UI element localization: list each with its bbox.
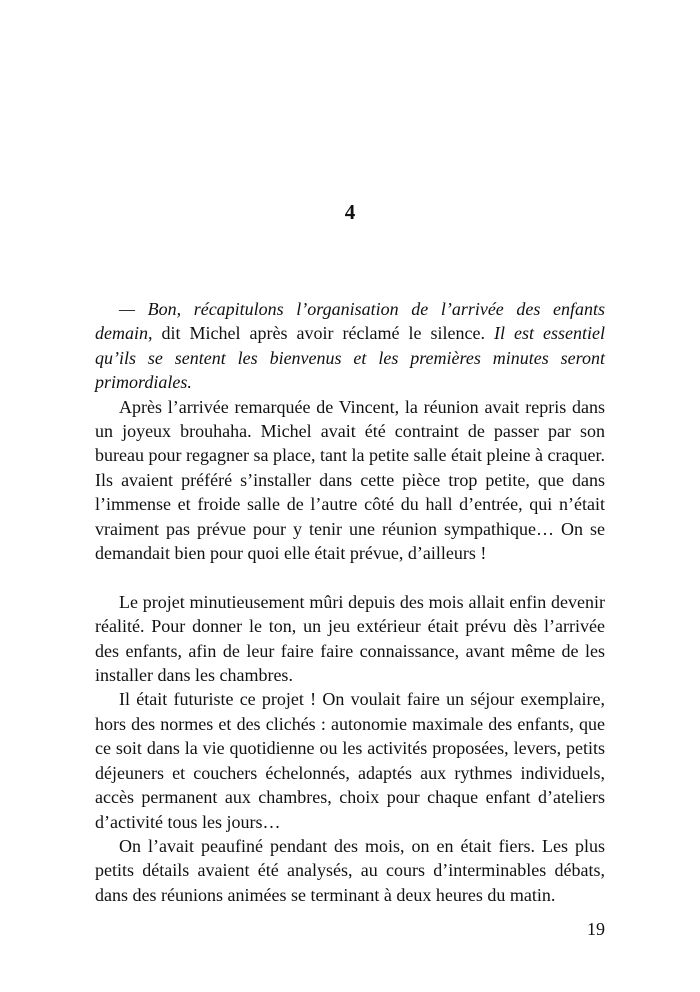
- dialogue-tag: dit Michel après avoir réclamé le silence.: [152, 323, 494, 344]
- dialogue-italic-end: Il est essentiel qu’ils se sentent les bienvenus et les premières minutes seront primordiales.: [95, 323, 605, 393]
- chapter-number: 4: [344, 200, 356, 224]
- paragraph-futuristic: Il était futuriste ce projet ! On voulait faire un séjour exemplaire, hors des normes et des clichés : autonomie maximale des enfants, que ce soit dans la vie quotidienne ou les activités proposées, levers, petits déjeuners et couchers échelonnés, adaptés aux rythmes individuels, accès permanent aux chambres, choix pour chaque enfant d’ateliers d’activité tous les jours…: [95, 689, 605, 832]
- paragraph-refined: On l’avait peaufiné pendant des mois, on en était fiers. Les plus petits détails avaient été analysés, au cours d’interminables débats, dans des réunions animées se terminant à deux heures du matin.: [95, 835, 605, 905]
- dialogue-italic-start: — Bon, récapitulons l’organisation de l’arrivée des enfants demain,: [95, 299, 605, 344]
- chapter-text: [95, 297, 605, 907]
- paragraph-dialogue: [95, 297, 605, 395]
- paragraph-arrival: Après l’arrivée remarquée de Vincent, la réunion avait repris dans un joyeux brouhaha. Michel avait été contraint de passer par son bureau pour regagner sa place, tant la petite salle était pleine à craquer. Ils avaient préféré s’installer dans cette pièce trop petite, que dans l’immense et froide salle de l’autre côté du hall d’entrée, qui n’était vraiment pas prévue pour y tenir une réunion sympathique… On se demandait bien pour quoi elle était prévue, d’ailleurs !: [95, 396, 605, 564]
- page-number: 19: [587, 919, 605, 939]
- paragraph-project: Le projet minutieusement mûri depuis des mois allait enfin devenir réalité. Pour donner le ton, un jeu extérieur était prévu dès l’arrivée des enfants, afin de leur faire faire connaissance, avant même de les installer dans les chambres.: [95, 591, 605, 686]
